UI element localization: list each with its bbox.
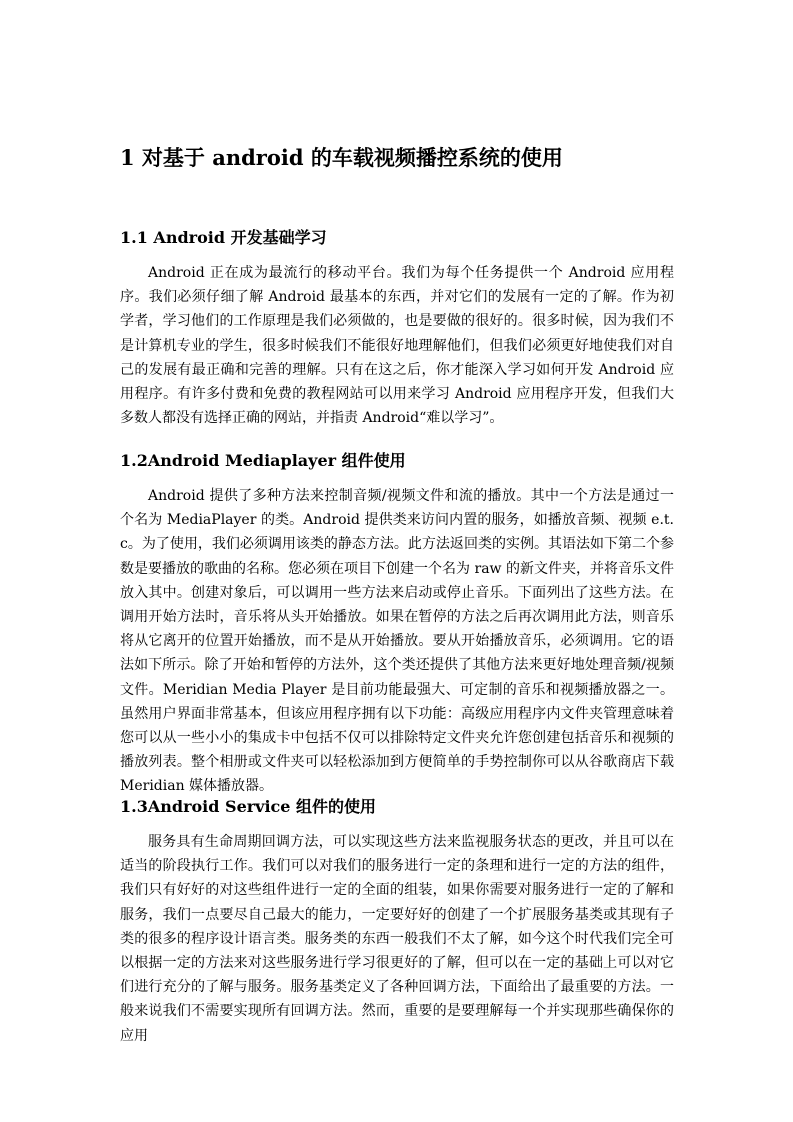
section-paragraph-1-1: Android 正在成为最流行的移动平台。我们为每个任务提供一个 Android 应用程序。我们必须仔细了解 Android 最基本的东西，并对它们的发展有一定的了解。作为初学者，学习他们的工作原理是我们必须做的，也是要做的很好的。很多时候，因为我们不是计算机专业的学生，很多时候我们不能很好地理解他们，但我们必须更好地使我们对自己的发展有最正确和完善的理解。只有在这之后，你才能深入学习如何开发 Android 应用程序。有许多付费和免费的教程网站可以用来学习 Android 应用程序开发，但我们大多数人都没有选择正确的网站，并指责 Android“难以学习”。 <box>120 265 674 427</box>
section-heading-1-1: 1.1 Android 开发基础学习 <box>120 228 327 247</box>
section-heading-1-2: 1.2Android Mediaplayer 组件使用 <box>120 451 406 470</box>
section-heading-1-3: 1.3Android Service 组件的使用 <box>120 797 377 816</box>
section-paragraph-1-3: 服务具有生命周期回调方法，可以实现这些方法来监视服务状态的更改，并且可以在适当的阶段执行工作。我们可以对我们的服务进行一定的条理和进行一定的方法的组件，我们只有好好的对这些组件进行一定的全面的组装，如果你需要对服务进行一定的了解和服务，我们一点要尽自己最大的能力，一定要好好的创建了一个扩展服务基类或其现有子类的很多的程序设计语言类。服务类的东西一般我们不太了解，如今这个时代我们完全可以根据一定的方法来对这些服务进行学习很更好的了解，但可以在一定的基础上可以对它们进行充分的了解与服务。服务基类定义了各种回调方法，下面给出了最重要的方法。一般来说我们不需要实现所有回调方法。然而，重要的是要理解每一个并实现那些确保你的应用 <box>120 834 674 1044</box>
section-paragraph-1-2: Android 提供了多种方法来控制音频/视频文件和流的播放。其中一个方法是通过一个名为 MediaPlayer 的类。Android 提供类来访问内置的服务，如播放音频、视频 e.t.c。为了使用，我们必须调用该类的静态方法。此方法返回类的实例。其语法如下第二个参数是要播放的歌曲的名称。您必须在项目下创建一个名为 raw 的新文件夹，并将音乐文件放入其中。创建对象后，可以调用一些方法来启动或停止音乐。下面列出了这些方法。在调用开始方法时，音乐将从头开始播放。如果在暂停的方法之后再次调用此方法，则音乐将从它离开的位置开始播放，而不是从开始播放。要从开始播放音乐，必须调用。它的语法如下所示。除了开始和暂停的方法外，这个类还提供了其他方法来更好地处理音频/视频文件。Meridian Media Player 是目前功能最强大、可定制的音乐和视频播放器之一。虽然用户界面非常基本，但该应用程序拥有以下功能：高级应用程序内文件夹管理意味着您可以从一些小小的集成卡中包括不仅可以排除特定文件夹允许您创建包括音乐和视频的播放列表。整个相册或文件夹可以轻松添加到方便简单的手势控制你可以从谷歌商店下载 Meridian 媒体播放器。 <box>120 488 674 795</box>
document-title: 1 对基于 android 的车载视频播控系统的使用 <box>120 145 563 170</box>
